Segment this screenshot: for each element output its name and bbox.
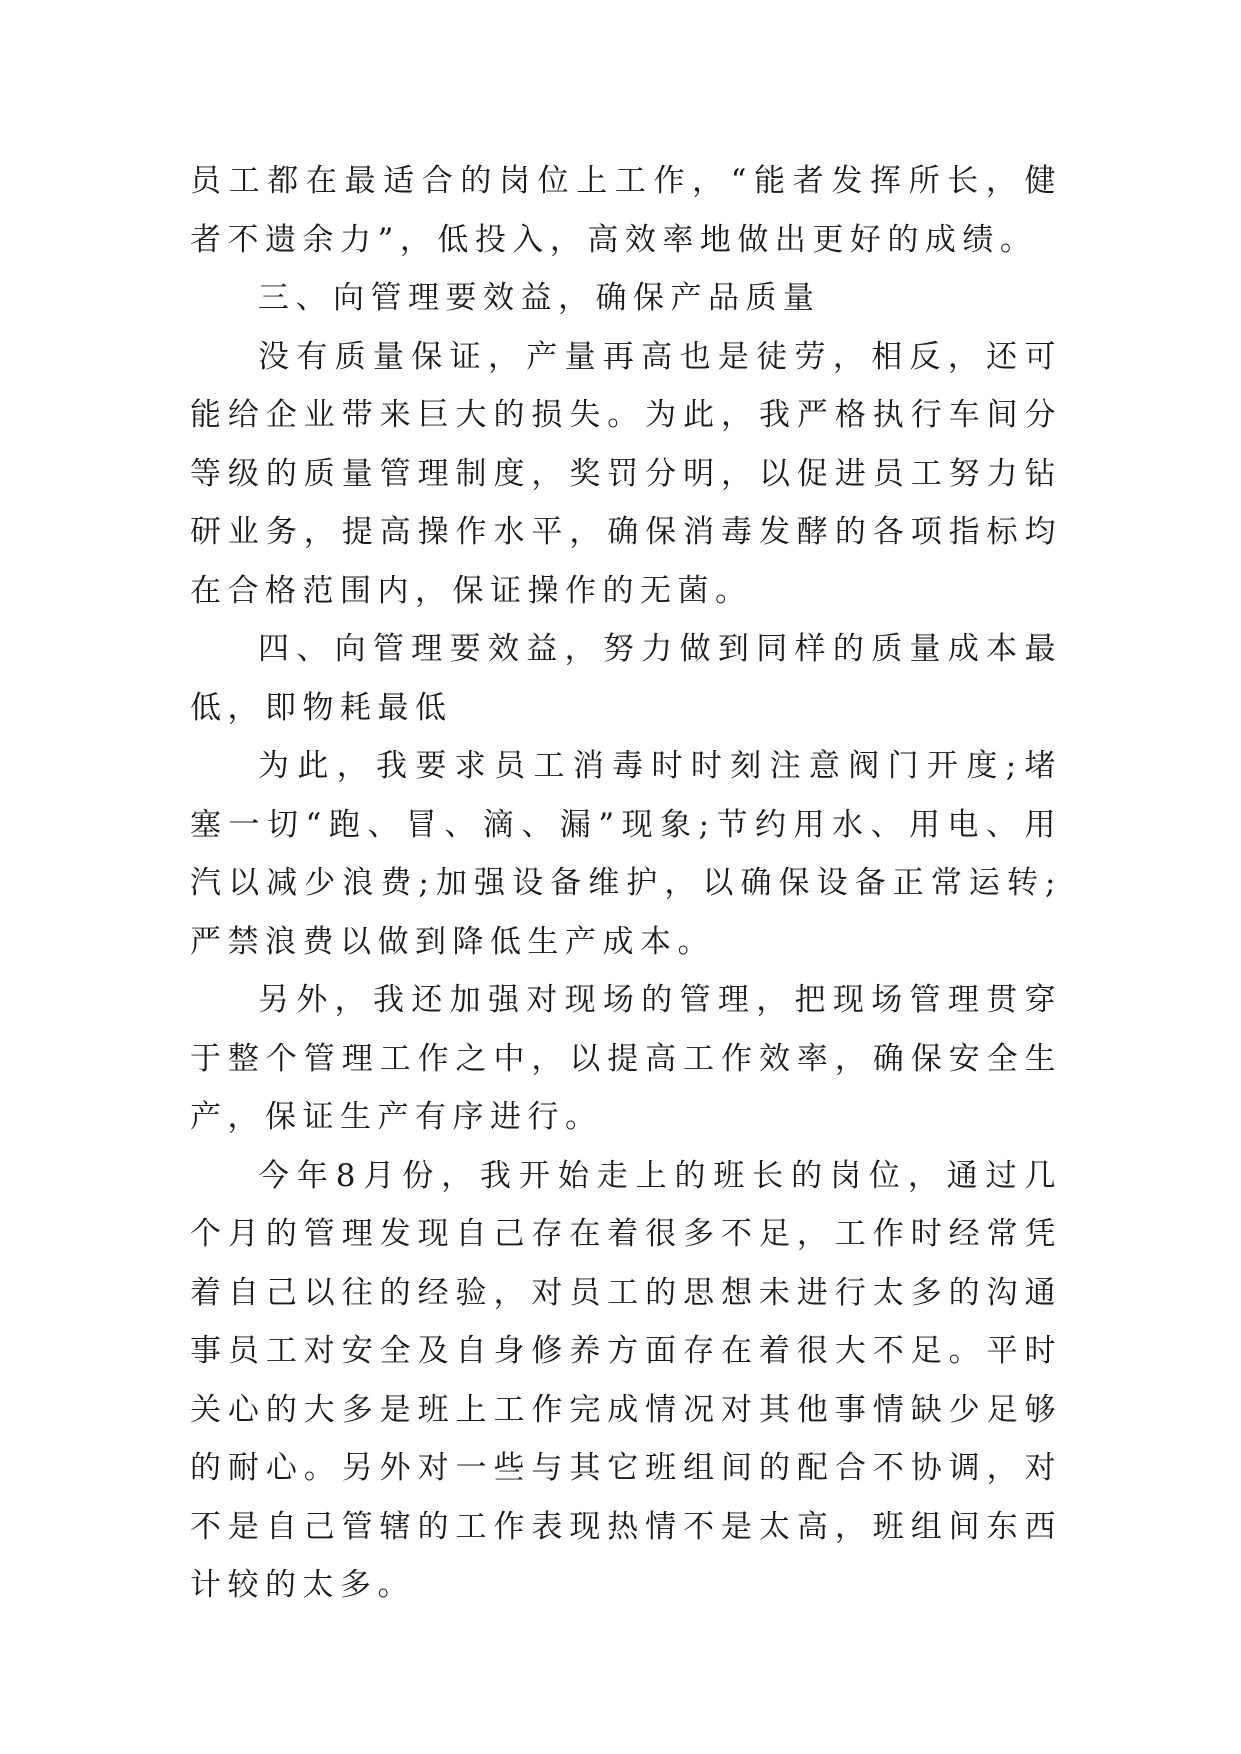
paragraph-quality: 没有质量保证，产量再高也是徒劳，相反，还可能给企业带来巨大的损失。为此，我严格执行车间分等级的质量管理制度，奖罚分明，以促进员工努力钻研业务，提高操作水平，确保消毒发酵的各项指标均在合格范围内，保证操作的无菌。 <box>190 338 1062 609</box>
paragraph-cost: 为此，我要求员工消毒时时刻注意阀门开度;堵塞一切“跑、冒、滴、漏”现象;节约用水、用电、用汽以减少浪费;加强设备维护，以确保设备正常运转;严禁浪费以做到降低生产成本。 <box>190 748 1062 960</box>
paragraph-self-review: 今年8月份，我开始走上的班长的岗位，通过几个月的管理发现自己存在着很多不足，工作时经常凭着自己以往的经验，对员工的思想未进行太多的沟通事员工对安全及自身修养方面存在着很大不足。平时关心的大多是班上工作完成情况对其他事情缺少足够的耐心。另外对一些与其它班组间的配合不协调，对不是自己管辖的工作表现热情不是太高，班组间东西计较的太多。 <box>190 1157 1062 1603</box>
document-body <box>190 152 1062 1615</box>
section-heading-3: 三、向管理要效益，确保产品质量 <box>258 280 821 316</box>
paragraph-site-management: 另外，我还加强对现场的管理，把现场管理贯穿于整个管理工作之中，以提高工作效率，确保安全生产，保证生产有序进行。 <box>190 982 1062 1135</box>
section-heading-4: 四、向管理要效益，努力做到同样的质量成本最低，即物耗最低 <box>190 631 1062 726</box>
paragraph-continuation: 员工都在最适合的岗位上工作，“能者发挥所长，健者不遗余力”，低投入，高效率地做出更好的成绩。 <box>190 163 1062 258</box>
